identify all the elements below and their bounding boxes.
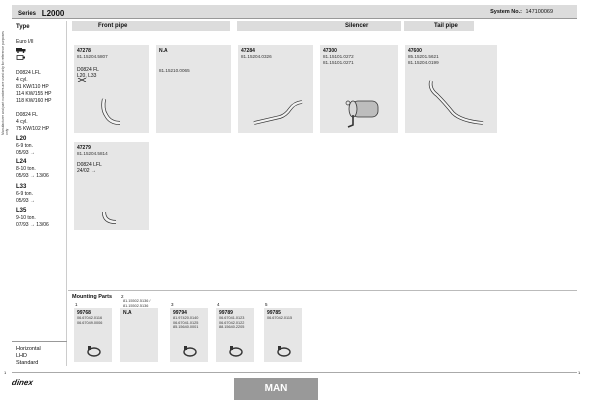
engine-1-line: 118 KW/160 HP — [16, 98, 52, 104]
application-line: 24/02 → — [77, 168, 96, 174]
item-index: 2 — [121, 294, 124, 299]
tail-pipe-header — [404, 21, 474, 31]
model-name: L20 — [16, 136, 27, 142]
model-line: 6-9 ton. — [16, 143, 33, 149]
model-l33 — [16, 184, 35, 205]
model-l35 — [16, 208, 49, 229]
part-number: N.A — [123, 310, 132, 316]
tail-pipe-label: Tail pipe — [434, 23, 458, 29]
engine-1-line: 114 KW/155 HP — [16, 91, 52, 97]
oe-number: 06.67041.0123 — [219, 316, 245, 320]
part-number: 99789 — [219, 310, 233, 316]
oe-number: 88.15640.2205 — [219, 325, 245, 330]
part-number: 47300 — [323, 48, 337, 54]
model-name: L33 — [16, 184, 27, 190]
part-card-47600[interactable] — [405, 45, 497, 133]
oe-number: 81.15210.0065 — [159, 68, 190, 73]
engine-1-line: 81 KW/110 HP — [16, 84, 49, 90]
oe-number: 06.67049.0006 — [77, 320, 103, 325]
part-number: 99794 — [173, 310, 187, 316]
mounting-part-card-3[interactable] — [170, 302, 208, 362]
model-line: 05/93 → 13/06 — [16, 173, 49, 179]
application — [77, 162, 102, 174]
clamp-icon — [86, 344, 102, 358]
oe-number: 81.15502.5136 / — [123, 299, 151, 303]
oe-number: 81.15101.0272 — [323, 54, 354, 59]
application-line: D0824 LFL — [77, 162, 102, 168]
front-pipe-label: Front pipe — [98, 23, 128, 29]
engine-2-line: 75 KW/102 HP — [16, 126, 50, 132]
silencer-drawing — [342, 95, 382, 131]
intermediate-pipe-drawing — [250, 97, 306, 129]
model-line: 05/93 → — [16, 198, 35, 204]
series-title — [18, 8, 64, 17]
clamp-icon — [276, 344, 292, 358]
part-number: 99785 — [267, 310, 281, 316]
oe-number: 85.15640.0001 — [173, 325, 199, 330]
part-card-na[interactable] — [156, 45, 231, 133]
engine-icon — [16, 55, 26, 62]
model-line: 6-9 ton. — [16, 191, 33, 197]
oe-number: 85.15201.5621 — [408, 54, 439, 59]
oe-number: 81.15204.0199 — [408, 59, 439, 65]
oe-number-list — [267, 316, 292, 321]
series-header — [12, 5, 577, 19]
scissors-icon — [77, 78, 87, 82]
oe-number: 81.97420.0140 — [173, 316, 199, 320]
footer-divider — [12, 372, 577, 373]
part-number: 47600 — [408, 48, 422, 54]
part-number: 47278 — [77, 48, 91, 54]
installation-line: LHD — [16, 353, 28, 359]
mounting-part-card-2[interactable] — [120, 294, 158, 362]
system-number-value: 147100069 — [525, 9, 553, 15]
mounting-part-card-1[interactable] — [74, 302, 112, 362]
item-index: 4 — [217, 302, 220, 307]
section-divider — [68, 290, 577, 291]
oe-number: 06.67041.0125 — [173, 320, 199, 325]
engine-2-line: 4 cyl. — [16, 119, 28, 125]
clamp-icon — [228, 344, 244, 358]
model-l24 — [16, 159, 49, 180]
part-card-47300[interactable] — [320, 45, 398, 133]
part-card-47278[interactable] — [74, 45, 149, 133]
system-number-label: System No.: — [490, 9, 522, 15]
type-sidebar — [12, 21, 67, 366]
oe-number: 06.67042.0116 — [77, 316, 103, 320]
installation-line: Horizontal — [16, 346, 41, 352]
oe-number-list — [173, 316, 198, 330]
part-number: 47284 — [241, 48, 255, 54]
tail-pipe-drawing — [423, 77, 493, 131]
application-line: L20, L33 — [77, 73, 97, 79]
oe-number: 06.67042.0122 — [219, 320, 245, 325]
engine-1-line: 4 cyl. — [16, 77, 28, 83]
mounting-part-card-4[interactable] — [216, 302, 254, 362]
page-marker-right: 1 — [578, 370, 581, 375]
page-marker-left: 1 — [4, 370, 7, 375]
oe-number: 81.15204.5807 — [77, 54, 108, 59]
engine-block-1 — [16, 70, 51, 105]
brand-tab: MAN — [234, 378, 318, 400]
oe-number: 81.15204.5814 — [77, 151, 108, 156]
system-number — [490, 9, 553, 15]
part-number: N.A — [159, 48, 168, 54]
item-index: 1 — [75, 302, 78, 307]
part-number: 47279 — [77, 145, 91, 151]
silencer-label: Silencer — [345, 23, 369, 29]
model-name: L35 — [16, 208, 27, 214]
engine-1-line: D0824 LFL — [16, 70, 41, 76]
model-l20 — [16, 136, 35, 157]
oe-number: 06.67042.0115 — [267, 316, 293, 320]
model-line: 9-10 ton. — [16, 215, 36, 221]
part-number: 99768 — [77, 310, 91, 316]
mounting-part-card-5[interactable] — [264, 302, 302, 362]
divider — [12, 341, 67, 342]
part-card-47279[interactable] — [74, 142, 149, 230]
euro-class: Euro I/II — [16, 39, 34, 45]
part-card-47284[interactable] — [238, 45, 313, 133]
item-index: 3 — [171, 302, 174, 307]
elbow-pipe-drawing — [100, 206, 122, 228]
installation-info — [16, 346, 41, 367]
series-label: Series — [18, 11, 37, 17]
silencer-header — [237, 21, 401, 31]
oe-number-list — [123, 299, 150, 308]
oe-number-list — [408, 54, 439, 65]
model-line: 05/93 → — [16, 150, 35, 156]
model-name: L24 — [16, 159, 27, 165]
series-value: L2000 — [41, 9, 65, 18]
clamp-icon — [182, 344, 198, 358]
oe-number-list — [77, 316, 102, 325]
dinex-logo: dinex — [11, 378, 34, 387]
front-pipe-drawing — [98, 93, 128, 131]
oe-number: 81.15502.5136 — [123, 303, 149, 308]
front-pipe-header — [72, 21, 230, 31]
type-heading: Type — [16, 24, 30, 30]
disclaimer-vertical: Manufacturer and part numbers are used only for reference purposes only — [1, 31, 9, 135]
installation-line: Standard — [16, 360, 39, 366]
model-line: 07/93 → 13/06 — [16, 222, 49, 228]
engine-block-2 — [16, 112, 49, 133]
mounting-parts-title: Mounting Parts — [72, 294, 113, 300]
oe-number: 81.15101.0271 — [323, 59, 354, 65]
application-line: D0824 FL — [77, 67, 99, 73]
model-line: 8-10 ton. — [16, 166, 36, 172]
oe-number: 81.15204.0326 — [241, 54, 272, 59]
oe-number-list — [219, 316, 244, 330]
truck-icon — [16, 48, 26, 55]
oe-number-list — [323, 54, 354, 65]
item-index: 5 — [265, 302, 268, 307]
engine-2-line: D0824 FL — [16, 112, 38, 118]
